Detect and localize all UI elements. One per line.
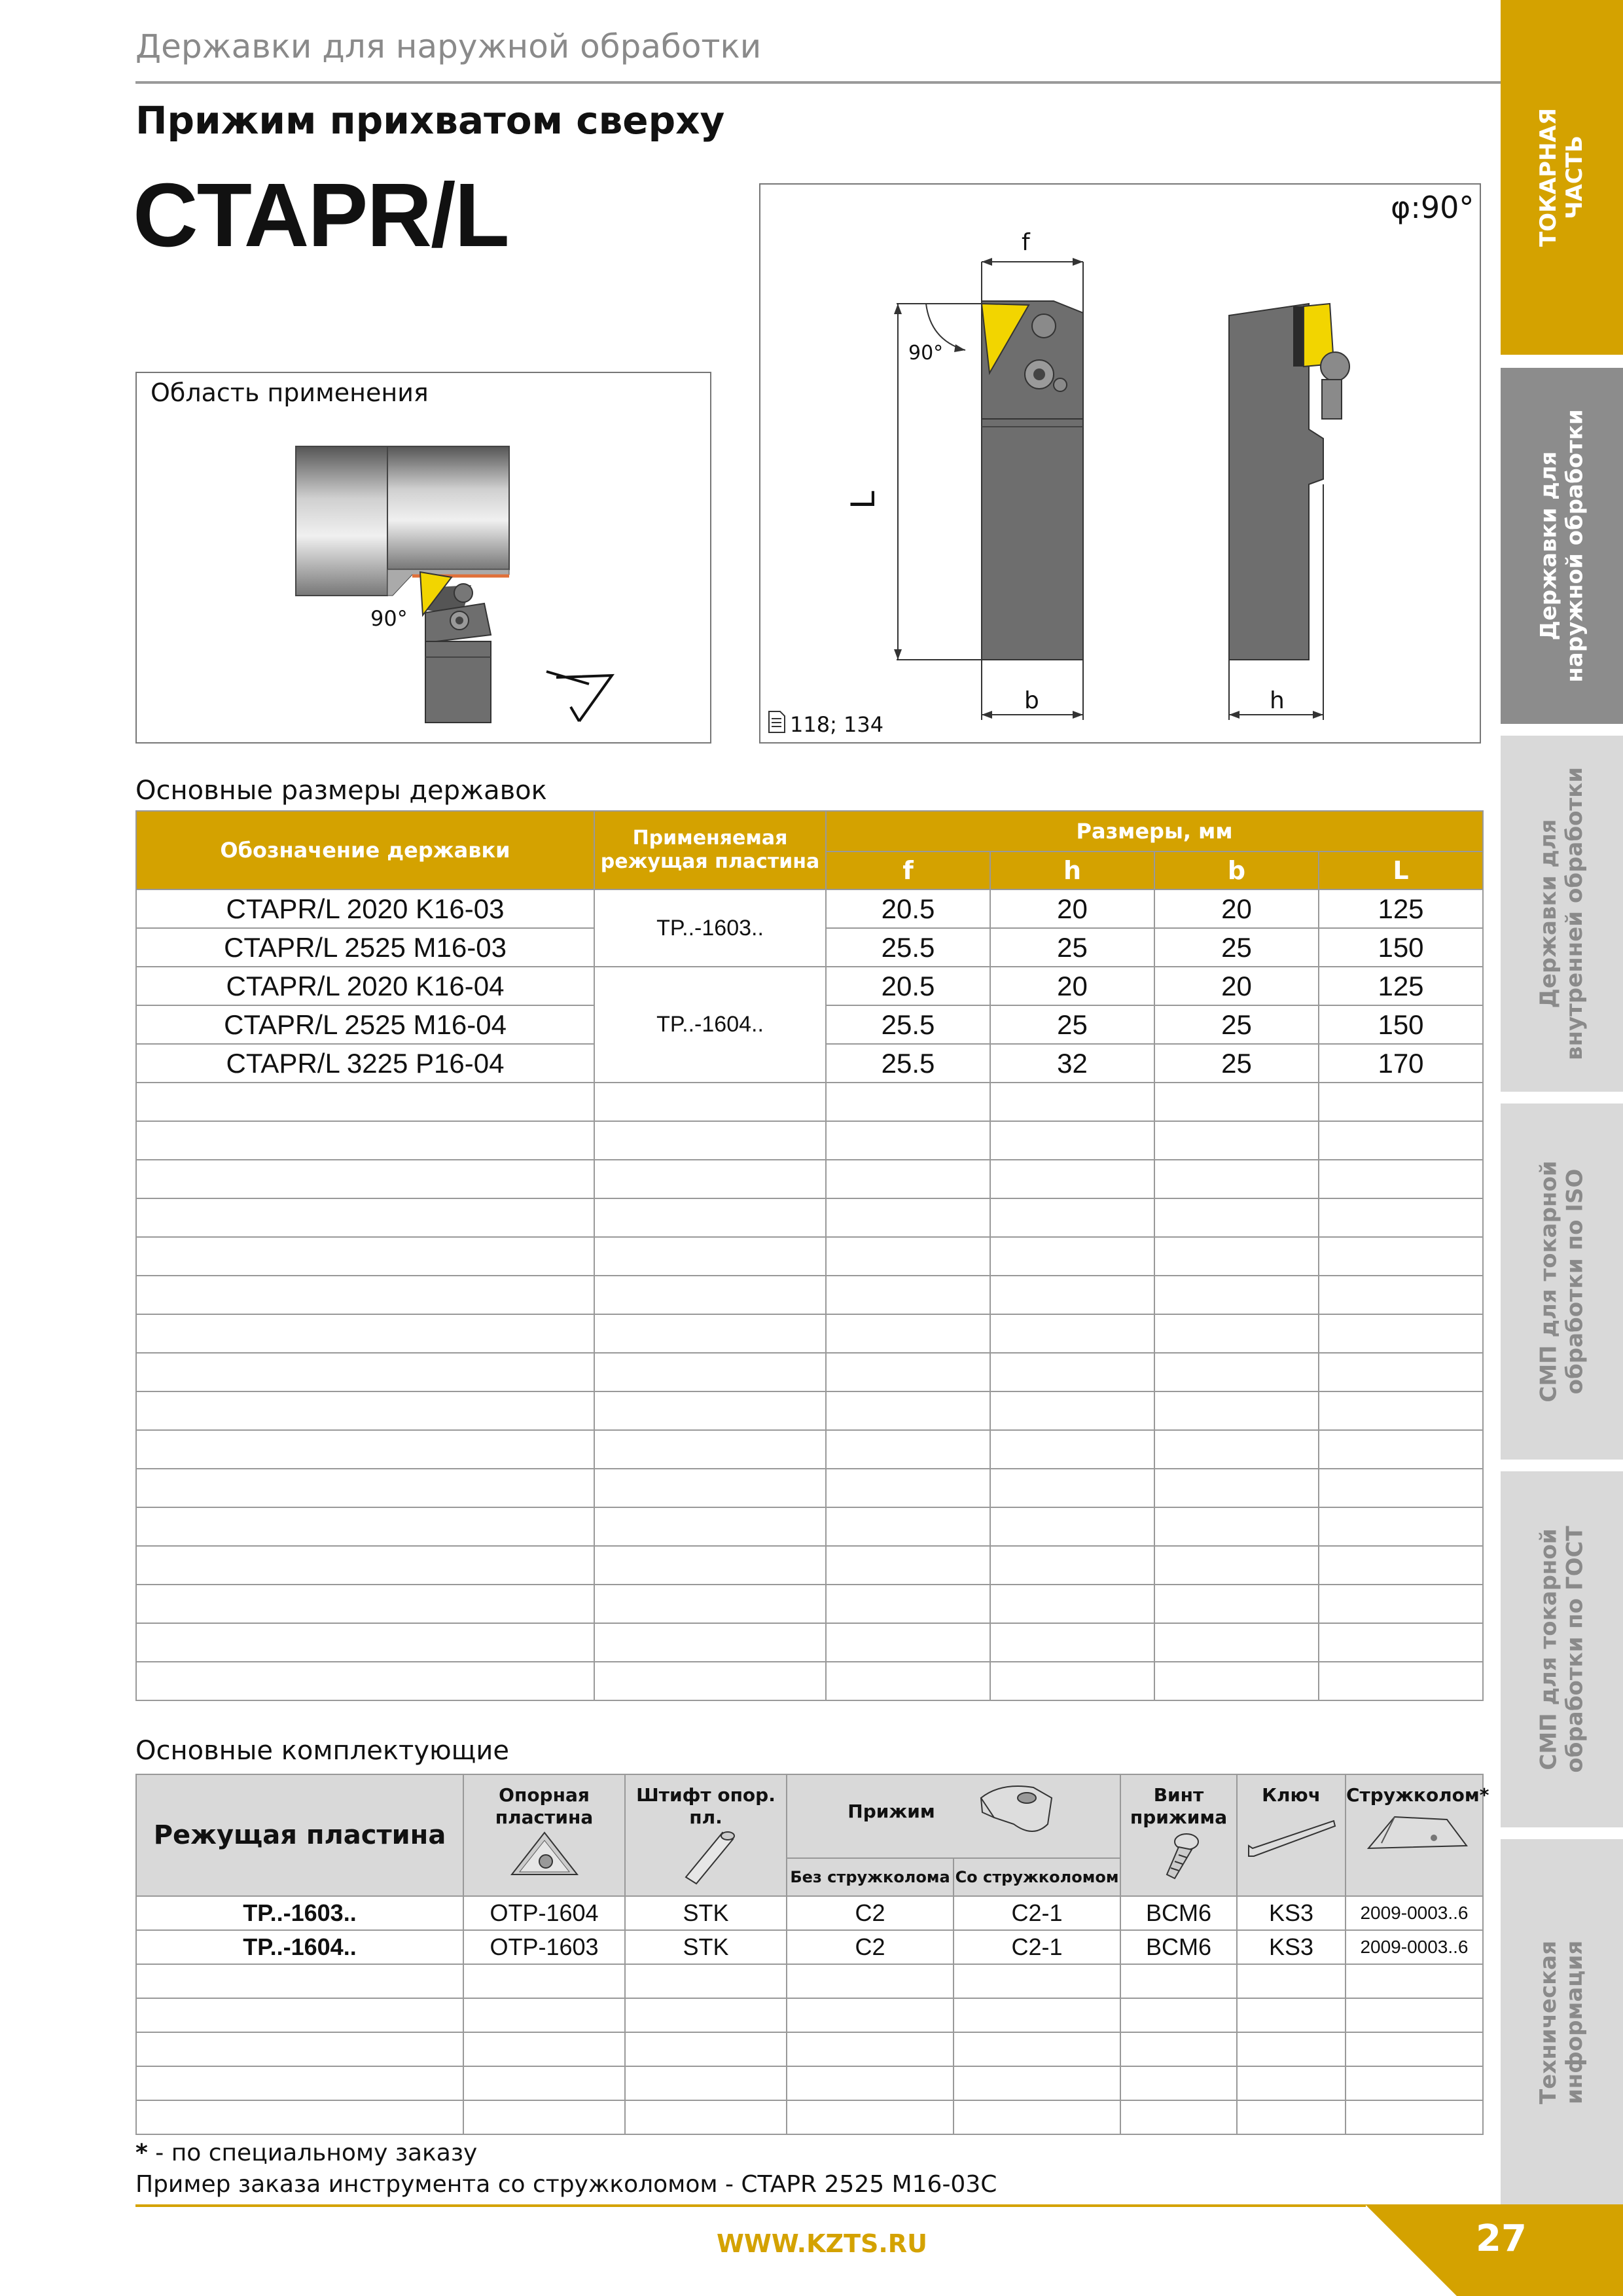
empty-cell: [1154, 1585, 1319, 1623]
empty-cell: [594, 1623, 826, 1662]
col-shim: [463, 1774, 625, 1896]
cell-b: 25: [1154, 928, 1319, 967]
empty-cell: [1154, 1623, 1319, 1662]
col-L: L: [1319, 852, 1483, 889]
cell-L: 150: [1319, 928, 1483, 967]
cell-clamp-no: C2: [787, 1930, 954, 1964]
empty-cell: [625, 2100, 787, 2134]
cell-pin: STK: [625, 1896, 787, 1930]
empty-cell: [990, 1391, 1154, 1430]
components-table: [135, 1774, 1489, 2135]
empty-row: [136, 1160, 1483, 1198]
empty-cell: [594, 1391, 826, 1430]
empty-cell: [1346, 2066, 1483, 2100]
empty-row: [136, 1964, 1483, 1998]
cell-shim: OTP-1603: [463, 1930, 625, 1964]
tab-label: СМП для токарной обработки по ISO: [1535, 1160, 1588, 1403]
empty-cell: [1154, 1237, 1319, 1276]
empty-cell: [136, 1160, 594, 1198]
col-key: [1237, 1774, 1346, 1896]
empty-row: [136, 2100, 1483, 2134]
empty-cell: [594, 1353, 826, 1391]
empty-cell: [1237, 2100, 1346, 2134]
tab-technical-info[interactable]: [1501, 1839, 1623, 2206]
col-b: b: [1154, 852, 1319, 889]
tab-internal-holders[interactable]: [1501, 736, 1623, 1092]
empty-cell: [1154, 1546, 1319, 1585]
cell-f: 25.5: [826, 1005, 990, 1044]
cell-L: 150: [1319, 1005, 1483, 1044]
empty-cell: [1319, 1353, 1483, 1391]
section-title: Державки для наружной обработки: [135, 27, 762, 65]
empty-cell: [787, 1964, 954, 1998]
empty-row: [136, 1507, 1483, 1546]
empty-cell: [594, 1121, 826, 1160]
empty-cell: [990, 1662, 1154, 1700]
empty-cell: [1237, 1964, 1346, 1998]
col-chipbreaker: [1346, 1774, 1489, 1896]
cell-key: KS3: [1237, 1930, 1346, 1964]
table-row: [136, 1896, 1483, 1930]
cell-f: 25.5: [826, 928, 990, 967]
empty-cell: [1319, 1391, 1483, 1430]
empty-cell: [625, 2032, 787, 2066]
empty-cell: [990, 1160, 1154, 1198]
empty-cell: [136, 1198, 594, 1237]
cell-breaker: 2009-0003..6: [1346, 1896, 1483, 1930]
empty-cell: [954, 1998, 1120, 2032]
empty-row: [136, 1083, 1483, 1121]
empty-cell: [625, 2066, 787, 2100]
cell-clamp-no: C2: [787, 1896, 954, 1930]
application-area-label: Область применения: [151, 378, 429, 407]
application-angle-label: 90°: [370, 606, 408, 631]
empty-cell: [1319, 1662, 1483, 1700]
tab-turning-part[interactable]: [1501, 0, 1623, 355]
table-row: [136, 1930, 1483, 1964]
cell-key: KS3: [1237, 1896, 1346, 1930]
col-insert: Применяемая режущая пластина: [594, 811, 826, 889]
empty-cell: [1120, 1998, 1237, 2032]
cell-designation: CTAPR/L 2525 M16-03: [136, 928, 594, 967]
empty-row: [136, 1585, 1483, 1623]
empty-row: [136, 1430, 1483, 1469]
empty-cell: [1237, 2066, 1346, 2100]
empty-cell: [1237, 2032, 1346, 2066]
empty-cell: [136, 1546, 594, 1585]
empty-cell: [594, 1314, 826, 1353]
empty-cell: [826, 1469, 990, 1507]
empty-cell: [787, 2100, 954, 2134]
empty-cell: [136, 2032, 463, 2066]
cell-h: 32: [990, 1044, 1154, 1083]
table-row: [136, 889, 1483, 928]
empty-row: [136, 1121, 1483, 1160]
empty-cell: [826, 1314, 990, 1353]
empty-cell: [1120, 2100, 1237, 2134]
screw-icon: [1152, 1829, 1205, 1881]
tab-inserts-iso[interactable]: [1501, 1103, 1623, 1460]
empty-cell: [1346, 2100, 1483, 2134]
empty-cell: [954, 1964, 1120, 1998]
empty-cell: [1319, 1585, 1483, 1623]
empty-cell: [787, 2066, 954, 2100]
empty-cell: [463, 2066, 625, 2100]
empty-cell: [1319, 1276, 1483, 1314]
empty-cell: [990, 1546, 1154, 1585]
empty-cell: [1319, 1314, 1483, 1353]
shim-icon: [505, 1829, 584, 1881]
empty-cell: [826, 1353, 990, 1391]
dimension-drawing: [857, 236, 1381, 733]
col-screw: [1120, 1774, 1237, 1896]
empty-cell: [787, 2032, 954, 2066]
empty-cell: [136, 1998, 463, 2032]
empty-cell: [826, 1276, 990, 1314]
empty-cell: [990, 1276, 1154, 1314]
empty-cell: [463, 1998, 625, 2032]
empty-cell: [1319, 1430, 1483, 1469]
empty-cell: [1154, 1507, 1319, 1546]
order-example: Пример заказа инструмента со стружколомом - CTAPR 2525 M16-03C: [135, 2171, 997, 2198]
empty-cell: [136, 1585, 594, 1623]
key-icon: [1242, 1806, 1340, 1865]
col-clamp-label: Прижим: [847, 1800, 935, 1822]
empty-cell: [594, 1546, 826, 1585]
empty-cell: [1154, 1430, 1319, 1469]
empty-cell: [594, 1469, 826, 1507]
empty-cell: [1154, 1121, 1319, 1160]
col-h: h: [990, 852, 1154, 889]
empty-row: [136, 1198, 1483, 1237]
empty-cell: [136, 1121, 594, 1160]
empty-cell: [136, 1507, 594, 1546]
dimension-L-label: L: [844, 491, 882, 509]
empty-cell: [826, 1507, 990, 1546]
drawing-angle-label: 90°: [908, 342, 944, 365]
empty-cell: [1319, 1198, 1483, 1237]
tab-label: Державки для внутренней обработки: [1535, 766, 1588, 1061]
empty-cell: [136, 1469, 594, 1507]
header-divider: [135, 81, 1501, 84]
empty-cell: [826, 1237, 990, 1276]
col-insert: Режущая пластина: [136, 1774, 463, 1896]
empty-cell: [826, 1121, 990, 1160]
empty-row: [136, 1623, 1483, 1662]
empty-cell: [1154, 1276, 1319, 1314]
empty-cell: [1154, 1391, 1319, 1430]
col-dimensions: Размеры, мм: [826, 811, 1483, 852]
cell-L: 125: [1319, 967, 1483, 1005]
empty-cell: [1154, 1469, 1319, 1507]
col-shim-label: Опорная пластина: [495, 1784, 594, 1828]
col-pin: [625, 1774, 787, 1896]
empty-cell: [625, 1964, 787, 1998]
empty-cell: [594, 1083, 826, 1121]
document-icon: [767, 709, 787, 734]
empty-cell: [826, 1083, 990, 1121]
empty-cell: [594, 1507, 826, 1546]
empty-cell: [594, 1585, 826, 1623]
empty-cell: [1120, 2032, 1237, 2066]
empty-cell: [594, 1160, 826, 1198]
empty-cell: [1154, 1662, 1319, 1700]
footer-divider: [135, 2204, 1366, 2207]
cell-h: 25: [990, 1005, 1154, 1044]
empty-cell: [1120, 2066, 1237, 2100]
empty-cell: [136, 1314, 594, 1353]
empty-cell: [594, 1276, 826, 1314]
empty-cell: [990, 1353, 1154, 1391]
empty-cell: [594, 1237, 826, 1276]
empty-cell: [787, 1998, 954, 2032]
cell-h: 20: [990, 967, 1154, 1005]
empty-cell: [1319, 1160, 1483, 1198]
clamp-icon: [974, 1778, 1060, 1844]
cell-screw: BCM6: [1120, 1930, 1237, 1964]
empty-cell: [1154, 1198, 1319, 1237]
empty-cell: [990, 1507, 1154, 1546]
cell-L: 125: [1319, 889, 1483, 928]
cell-b: 25: [1154, 1044, 1319, 1083]
empty-cell: [1319, 1469, 1483, 1507]
empty-cell: [463, 2032, 625, 2066]
empty-cell: [1319, 1623, 1483, 1662]
empty-cell: [136, 1237, 594, 1276]
empty-row: [136, 1276, 1483, 1314]
cell-clamp-with: C2-1: [954, 1896, 1120, 1930]
empty-cell: [1120, 1964, 1237, 1998]
empty-cell: [1154, 1353, 1319, 1391]
empty-cell: [1154, 1160, 1319, 1198]
empty-row: [136, 1237, 1483, 1276]
cell-insert: TP..-1604..: [594, 967, 826, 1083]
empty-cell: [1154, 1083, 1319, 1121]
tab-inserts-gost[interactable]: [1501, 1471, 1623, 1827]
empty-cell: [463, 2100, 625, 2134]
empty-row: [136, 1546, 1483, 1585]
page-number: 27: [1476, 2217, 1527, 2260]
dimension-h-label: h: [1270, 687, 1285, 714]
page-title: CTAPR/L: [133, 165, 508, 266]
cell-designation: CTAPR/L 2020 K16-04: [136, 967, 594, 1005]
cell-pin: STK: [625, 1930, 787, 1964]
cell-L: 170: [1319, 1044, 1483, 1083]
website-link[interactable]: WWW.KZTS.RU: [717, 2229, 927, 2258]
cell-f: 20.5: [826, 889, 990, 928]
parts-table-caption: Основные комплектующие: [135, 1736, 509, 1766]
empty-cell: [136, 1353, 594, 1391]
cell-b: 20: [1154, 889, 1319, 928]
empty-cell: [594, 1430, 826, 1469]
empty-cell: [990, 1469, 1154, 1507]
empty-cell: [954, 2032, 1120, 2066]
tab-label: Техническая информация: [1535, 1940, 1588, 2105]
empty-row: [136, 1469, 1483, 1507]
tab-external-holders[interactable]: [1501, 368, 1623, 724]
cell-b: 20: [1154, 967, 1319, 1005]
cell-screw: BCM6: [1120, 1896, 1237, 1930]
col-pin-label: Штифт опор. пл.: [636, 1784, 776, 1828]
empty-cell: [625, 1998, 787, 2032]
empty-cell: [826, 1198, 990, 1237]
empty-cell: [1346, 2032, 1483, 2066]
empty-cell: [826, 1623, 990, 1662]
empty-row: [136, 1314, 1483, 1353]
empty-cell: [990, 1314, 1154, 1353]
empty-cell: [990, 1237, 1154, 1276]
cell-insert: TP..-1603..: [136, 1896, 463, 1930]
empty-cell: [990, 1198, 1154, 1237]
cell-insert: TP..-1603..: [594, 889, 826, 967]
empty-cell: [954, 2100, 1120, 2134]
cell-h: 25: [990, 928, 1154, 967]
empty-cell: [1319, 1083, 1483, 1121]
empty-cell: [136, 1964, 463, 1998]
empty-cell: [954, 2066, 1120, 2100]
empty-cell: [1319, 1121, 1483, 1160]
empty-row: [136, 1391, 1483, 1430]
dimension-f-label: f: [1022, 229, 1030, 256]
empty-cell: [990, 1623, 1154, 1662]
tab-label: СМП для токарной обработки по ГОСТ: [1535, 1526, 1588, 1773]
cell-designation: CTAPR/L 3225 P16-04: [136, 1044, 594, 1083]
cell-designation: CTAPR/L 2525 M16-04: [136, 1005, 594, 1044]
cell-shim: OTP-1604: [463, 1896, 625, 1930]
empty-cell: [1346, 1998, 1483, 2032]
empty-cell: [990, 1430, 1154, 1469]
chipbreaker-icon: [1355, 1806, 1473, 1865]
tab-label: Державки для наружной обработки: [1535, 409, 1588, 683]
empty-cell: [990, 1121, 1154, 1160]
empty-cell: [826, 1585, 990, 1623]
col-chipbreaker-label: Стружколом*: [1346, 1784, 1489, 1806]
footnote-star: *: [135, 2140, 148, 2166]
col-clamp-with-breaker: Со стружколомом: [954, 1858, 1120, 1896]
empty-cell: [826, 1546, 990, 1585]
main-table-caption: Основные размеры державок: [135, 776, 547, 806]
empty-cell: [826, 1160, 990, 1198]
cell-clamp-with: C2-1: [954, 1930, 1120, 1964]
empty-row: [136, 2032, 1483, 2066]
catalog-page-reference: 118; 134: [790, 712, 884, 737]
page-subtitle: Прижим прихватом сверху: [135, 98, 725, 143]
pin-icon: [670, 1829, 742, 1888]
empty-cell: [136, 1391, 594, 1430]
application-illustration: [288, 439, 654, 726]
empty-cell: [826, 1430, 990, 1469]
empty-row: [136, 1353, 1483, 1391]
empty-cell: [1319, 1507, 1483, 1546]
empty-row: [136, 2066, 1483, 2100]
empty-cell: [463, 1964, 625, 1998]
empty-cell: [594, 1662, 826, 1700]
col-clamp: [787, 1774, 1120, 1858]
empty-row: [136, 1662, 1483, 1700]
empty-cell: [990, 1083, 1154, 1121]
empty-cell: [594, 1198, 826, 1237]
approach-angle-label: φ:90°: [1391, 190, 1474, 225]
empty-cell: [1319, 1237, 1483, 1276]
empty-cell: [990, 1585, 1154, 1623]
cell-insert: TP..-1604..: [136, 1930, 463, 1964]
cell-breaker: 2009-0003..6: [1346, 1930, 1483, 1964]
dimensions-table: [135, 810, 1484, 1701]
col-clamp-no-breaker: Без стружколома: [787, 1858, 954, 1896]
footnotes: [135, 2138, 997, 2200]
empty-cell: [136, 1276, 594, 1314]
empty-cell: [136, 2066, 463, 2100]
empty-cell: [136, 1430, 594, 1469]
empty-cell: [136, 1623, 594, 1662]
col-key-label: Ключ: [1262, 1784, 1321, 1806]
empty-cell: [136, 1662, 594, 1700]
cell-designation: CTAPR/L 2020 K16-03: [136, 889, 594, 928]
footnote-special-order: - по специальному заказу: [147, 2140, 478, 2166]
col-designation: Обозначение державки: [136, 811, 594, 889]
empty-cell: [1319, 1546, 1483, 1585]
empty-cell: [136, 2100, 463, 2134]
empty-cell: [826, 1391, 990, 1430]
empty-cell: [1346, 1964, 1483, 1998]
tab-label: ТОКАРНАЯ ЧАСТЬ: [1535, 107, 1588, 247]
empty-row: [136, 1998, 1483, 2032]
empty-cell: [1237, 1998, 1346, 2032]
cell-f: 20.5: [826, 967, 990, 1005]
empty-cell: [826, 1662, 990, 1700]
col-screw-label: Винт прижима: [1130, 1784, 1228, 1828]
dimension-b-label: b: [1024, 687, 1039, 714]
table-row: [136, 967, 1483, 1005]
empty-cell: [136, 1083, 594, 1121]
cell-h: 20: [990, 889, 1154, 928]
cell-f: 25.5: [826, 1044, 990, 1083]
col-f: f: [826, 852, 990, 889]
empty-cell: [1154, 1314, 1319, 1353]
cell-b: 25: [1154, 1005, 1319, 1044]
